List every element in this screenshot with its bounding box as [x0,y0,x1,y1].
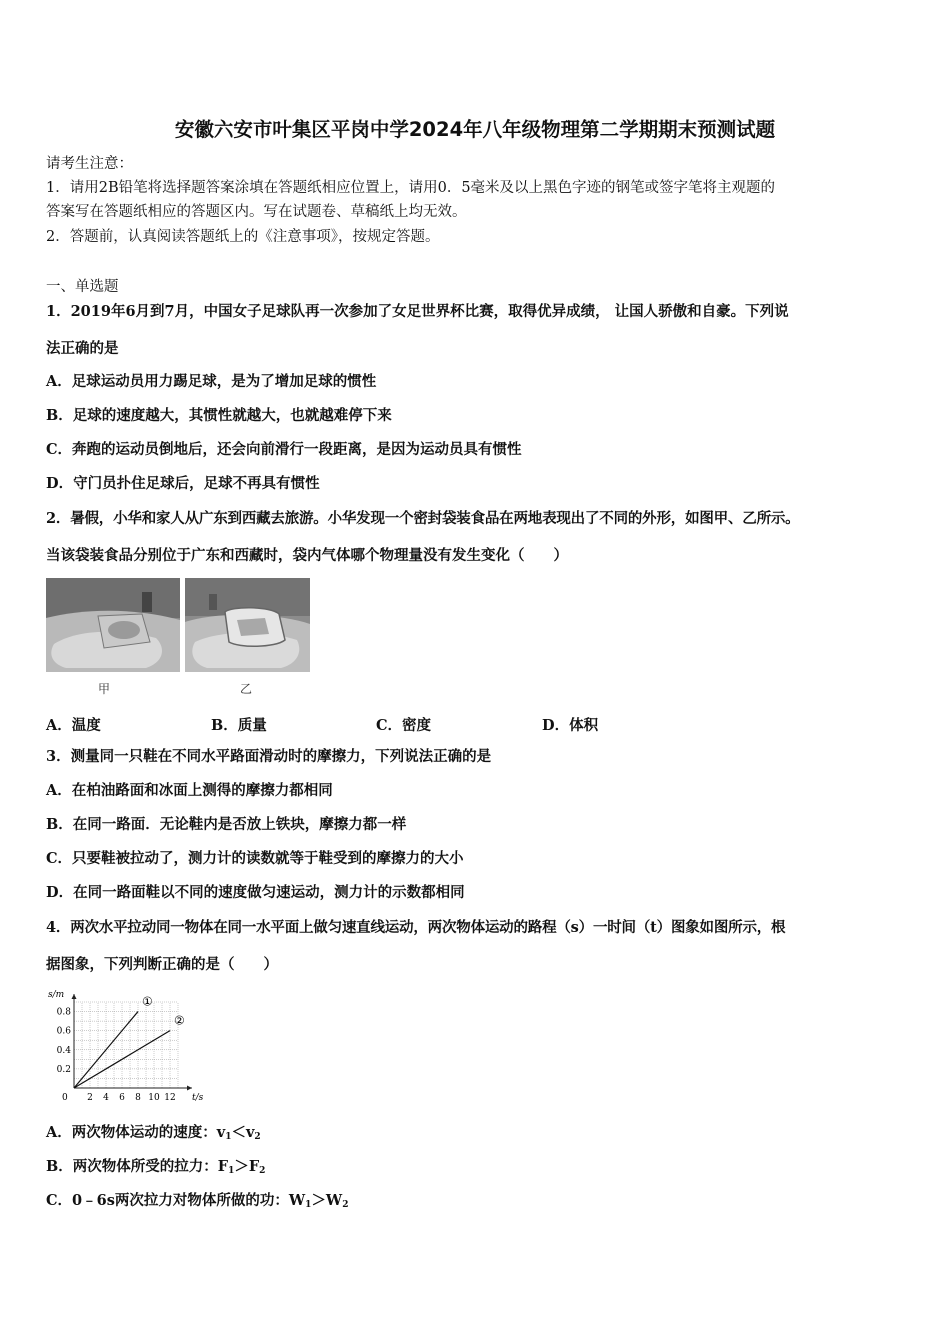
q2-options [46,714,906,734]
notice-line-1: 1．请用2B铅笔将选择题答案涂填在答题纸相应位置上，请用0．5毫米及以上黑色字迹的钢笔或签字笔将主观题的 [46,180,776,196]
section-heading: 一、单选题 [46,279,119,295]
q2-stem-line-1: 2．暑假，小华和家人从广东到西藏去旅游。小华发现一个密封袋装食品在两地表现出了不同的外形，如图甲、乙所示。 [46,510,800,527]
notice-line-2: 答案写在答题纸相应的答题区内。写在试题卷、草稿纸上均无效。 [46,204,467,220]
q1-stem-line-2: 法正确的是 [46,340,119,357]
y-tick-label: 0.4 [56,1045,71,1056]
caption-jia: 甲 [98,682,111,696]
notice-line-3: 2．答题前，认真阅读答题纸上的《注意事项》，按规定答题。 [46,229,440,245]
x-tick-label: 12 [164,1093,176,1103]
q2-option-c: C．密度 [376,717,432,734]
st-graph [44,985,204,1110]
q4-option-a: A．两次物体运动的速度：$v_1<v_2$ [46,1124,261,1142]
x-tick-label: 10 [148,1093,160,1103]
photo-tibet-bag [185,578,310,672]
q4-stem-line-2: 据图象，下列判断正确的是（ ） [46,956,278,973]
notice-heading: 请考生注意： [46,156,133,172]
caption-yi: 乙 [240,682,253,696]
q1-stem-line-1: 1．2019年6月到7月，中国女子足球队再一次参加了女足世界杯比赛，取得优异成绩， 让国人骄傲和自豪。下列说 [46,303,789,320]
exam-title: 安徽六安市叶集区平岗中学2024年八年级物理第二学期期末预测试题 [174,118,776,141]
x-tick-label: 2 [87,1093,93,1103]
x-tick-label: 8 [135,1093,141,1103]
q4-option-c: C．0﹣6s两次拉力对物体所做的功：$W_1>W_2$ [46,1192,349,1210]
q1-option-b: B．足球的速度越大，其惯性就越大，也就越难停下来 [46,407,392,424]
photo-guangdong-bag [46,578,180,672]
series-label-2: ② [174,1013,185,1028]
q1-option-c: C．奔跑的运动员倒地后，还会向前滑行一段距离，是因为运动员具有惯性 [46,441,522,458]
q2-option-a: A．温度 [46,717,101,734]
q3-option-a: A．在柏油路面和冰面上测得的摩擦力都相同 [46,782,333,799]
series-label-1: ① [142,994,153,1009]
origin-label: 0 [62,1093,68,1103]
q3-stem: 3．测量同一只鞋在不同水平路面滑动时的摩擦力，下列说法正确的是 [46,748,492,765]
x-tick-label: 4 [103,1093,109,1103]
q2-stem-line-2: 当该袋装食品分别位于广东和西藏时，袋内气体哪个物理量没有发生变化（ ） [46,547,568,564]
x-axis-label: t/s [192,1093,204,1103]
q3-option-d: D．在同一路面鞋以不同的速度做匀速运动，测力计的示数都相同 [46,884,465,901]
y-axis-label: s/m [48,990,65,1000]
q2-option-b: B．质量 [211,717,267,734]
y-tick-label: 0.6 [56,1026,71,1037]
x-tick-label: 6 [119,1093,125,1103]
q3-option-b: B．在同一路面．无论鞋内是否放上铁块，摩擦力都一样 [46,816,407,833]
q4-stem-line-1: 4．两次水平拉动同一物体在同一水平面上做匀速直线运动，两次物体运动的路程（s）一时间（t）图象如图所示，根 [46,919,786,936]
q1-option-a: A．足球运动员用力踢足球，是为了增加足球的惯性 [46,373,377,390]
y-axis-arrow-icon [72,994,77,999]
y-tick-label: 0.2 [56,1064,71,1075]
q3-option-c: C．只要鞋被拉动了，测力计的读数就等于鞋受到的摩擦力的大小 [46,850,464,867]
y-tick-label: 0.8 [56,1007,71,1018]
q4-option-b: B．两次物体所受的拉力：$F_1>F_2$ [46,1158,266,1176]
q1-option-d: D．守门员扑住足球后，足球不再具有惯性 [46,475,320,492]
x-axis-arrow-icon [187,1086,192,1091]
q2-option-d: D．体积 [542,717,599,734]
